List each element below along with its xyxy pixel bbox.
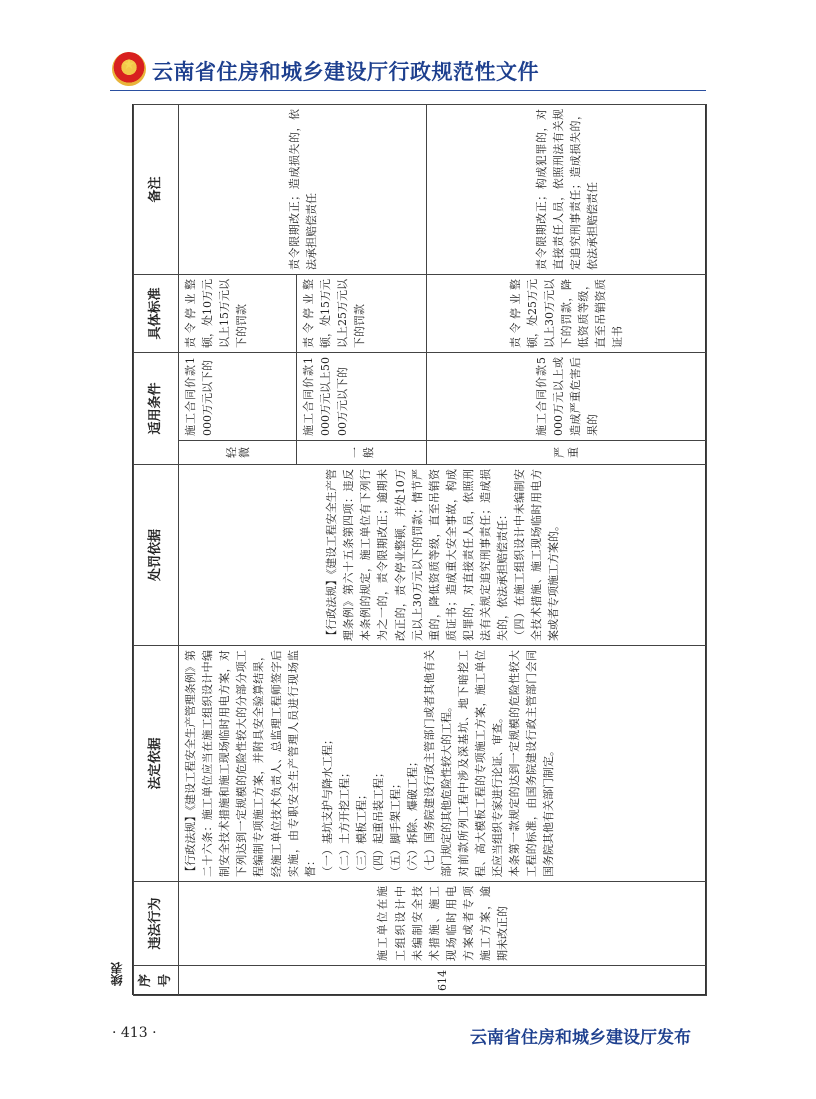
row-legal-basis (179, 646, 707, 882)
legal-basis-para: （六）拆除、爆破工程； (405, 756, 419, 877)
header-divider (110, 90, 706, 91)
legal-basis-para: （一）基坑支护与降水工程； (320, 734, 334, 877)
level-serious: 严重 (427, 441, 707, 465)
table-row (179, 104, 297, 995)
penalty-basis-para: （四）在施工组织设计中未编制安全技术措施、施工现场临时用电方案或者专项施工方案的。 (512, 469, 560, 641)
row-seq: 614 (179, 966, 707, 996)
standard-general: 责令停业整顿，处15万元以上25万元以下的罚款 (297, 274, 427, 352)
penalty-standard-table (132, 104, 706, 995)
legal-basis-para: （三）模板工程； (354, 789, 368, 877)
legal-basis-para: （二）土方开挖工程； (337, 767, 351, 877)
legal-basis-para: 【行政法规】《建设工程安全生产管理条例》第二十六条：施工单位应当在施工组织设计中编制安全技术措施和施工现场临时用电方案，对下列达到一定规模的危险性较大的分部分项工程编制专项施工方案，并附具安全验算结果，经施工单位技术负责人、总监理工程师签字后实施，由专职安全生产管理人员进行现场监督： (184, 650, 317, 877)
rotated-table-content (133, 105, 707, 996)
header-standard: 具体标准 (134, 274, 179, 352)
level-general: 一般 (297, 441, 427, 465)
penalty-basis-para: 【行政法规】《建设工程安全生产管理条例》第六十五条第四项：违反本条例的规定，施工单位有下列行为之一的，责令限期改正；逾期未改正的，责令停业整顿，并处10万元以上30万元以下的罚款；情节严重的，降低资质等级，直至吊销资质证书；造成重大安全事故，构成犯罪的，对直接责任人员，依照刑法有关规定追究刑事责任；造成损失的，依法承担赔偿责任： (325, 469, 509, 641)
row-penalty-basis (179, 465, 707, 646)
national-emblem-icon (112, 52, 146, 86)
legal-basis-para: （四）起重吊装工程； (371, 767, 385, 877)
document-series-title: 云南省住房和城乡建设厅行政规范性文件 (152, 60, 539, 84)
remark-minor-general: 责令限期改正；造成损失的，依法承担赔偿责任 (179, 104, 427, 274)
legal-basis-para: 对前款所列工程中涉及深基坑、地下暗挖工程、高大模板工程的专项施工方案，施工单位还应当组织专家进行论证、审查。 (457, 650, 505, 877)
legal-basis-para: 本条第一款规定的达到一定规模的危险性较大工程的标准，由国务院建设行政主管部门会同国务院其他有关部门制定。 (508, 650, 556, 877)
header-remark: 备注 (134, 104, 179, 274)
standard-minor: 责令停业整顿，处10万元以上15万元以下的罚款 (179, 274, 297, 352)
remark-serious: 责令限期改正；构成犯罪的，对直接责任人员，依照刑法有关规定追究刑事责任；造成损失的，依法承担赔偿责任 (427, 104, 707, 274)
header-penalty-basis: 处罚依据 (134, 465, 179, 646)
condition-general: 施工合同价款1000万元以上5000万元以下的 (297, 352, 427, 440)
header-act: 违法行为 (134, 882, 179, 966)
header-legal-basis: 法定依据 (134, 646, 179, 882)
level-minor: 轻微 (179, 441, 297, 465)
page-number: · 413 · (112, 1025, 157, 1041)
standard-serious: 责令停业整顿，处25万元以上30万元以下的罚款，降低资质等级，直至吊销资质证书 (427, 274, 707, 352)
publisher-footer: 云南省住房和城乡建设厅发布 (470, 1028, 691, 1048)
legal-basis-para: （七）国务院建设行政主管部门或者其他有关部门规定的其他危险性较大的工程。 (422, 650, 453, 877)
condition-minor: 施工合同价款1000万元以下的 (179, 352, 297, 440)
header-condition: 适用条件 (134, 352, 179, 464)
condition-serious: 施工合同价款5000万元以上或造成严重危害后果的 (427, 352, 707, 440)
header-seq: 序号 (134, 966, 179, 996)
page-header (0, 50, 816, 94)
table-header-row (134, 104, 179, 995)
legal-basis-para: （五）脚手架工程； (388, 778, 402, 877)
row-illegal-act: 施工单位在施工组织设计中未编制安全技术措施、施工现场临时用电方案或者专项施工方案，逾期未改正的 (179, 882, 707, 966)
continued-table-label: 续表 (110, 962, 124, 986)
penalty-table (133, 104, 707, 996)
